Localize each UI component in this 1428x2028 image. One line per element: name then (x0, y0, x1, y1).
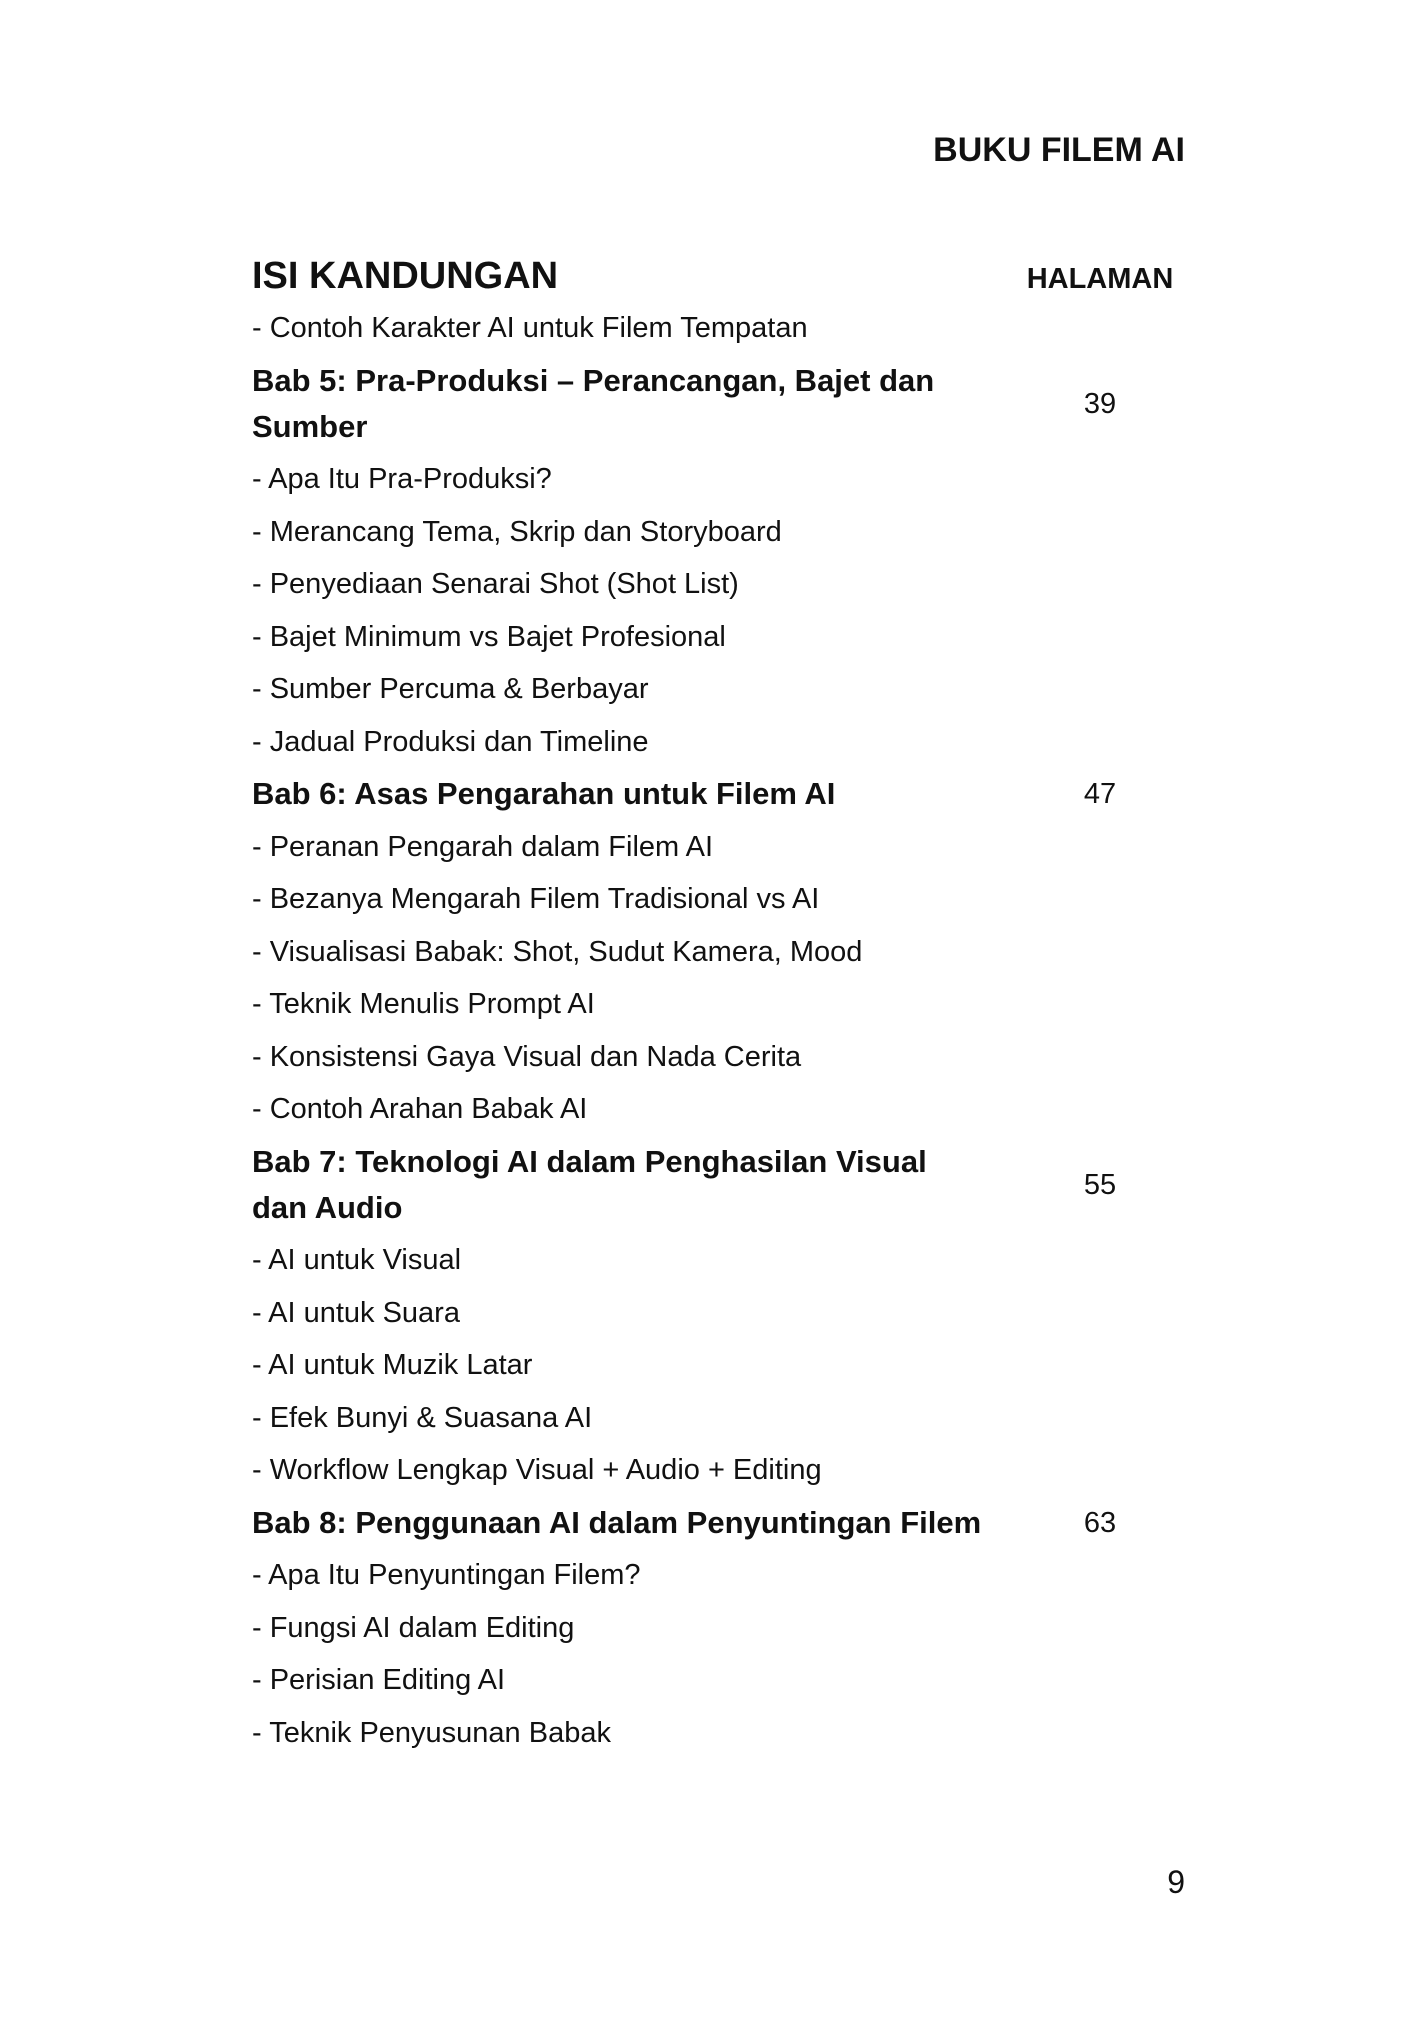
toc-entry-text: Bab 7: Teknologi AI dalam Penghasilan Visual dan Audio (252, 1143, 927, 1225)
toc-entry-text: - Teknik Penyusunan Babak (252, 1716, 611, 1749)
toc-entry-page-number: 39 (1083, 387, 1117, 420)
table-of-contents (252, 253, 1185, 1762)
toc-item-row (252, 456, 1185, 502)
toc-entry-text: - Merancang Tema, Skrip dan Storyboard (252, 515, 782, 548)
toc-entry-text: - AI untuk Suara (252, 1296, 460, 1329)
toc-entry-text: - Apa Itu Pra-Produksi? (252, 463, 552, 495)
toc-item-row (252, 824, 1185, 870)
toc-item-row (252, 1605, 1185, 1651)
book-title: BUKU FILEM AI (933, 131, 1185, 169)
toc-chapter-row (252, 1500, 1185, 1546)
toc-entry-text: - AI untuk Visual (252, 1244, 462, 1276)
toc-entry-text: - Peranan Pengarah dalam Filem AI (252, 830, 714, 863)
toc-chapter-row (252, 358, 1185, 450)
toc-entry-text: - Bajet Minimum vs Bajet Profesional (252, 620, 726, 653)
toc-item-row (252, 1034, 1185, 1080)
toc-item-row (252, 614, 1185, 660)
toc-list (252, 305, 1185, 1756)
toc-item-row (252, 1710, 1185, 1756)
toc-header (252, 253, 1185, 299)
toc-entry-text: - Apa Itu Penyuntingan Filem? (252, 1559, 641, 1591)
toc-entry-text: - Fungsi AI dalam Editing (252, 1611, 575, 1644)
toc-item-row (252, 1552, 1185, 1598)
toc-entry-text: - Teknik Menulis Prompt AI (252, 988, 595, 1020)
toc-entry-text: Bab 5: Pra-Produksi – Perancangan, Bajet dan Sumber (252, 362, 935, 444)
toc-chapter-row (252, 771, 1185, 817)
toc-chapter-row (252, 1139, 1185, 1231)
toc-item-row (252, 509, 1185, 555)
toc-item-row (252, 561, 1185, 607)
toc-page-column-header: HALAMAN (1026, 263, 1174, 295)
page-number: 9 (1167, 1864, 1185, 1900)
toc-entry-text: - Sumber Percuma & Berbayar (252, 673, 649, 705)
toc-item-row (252, 666, 1185, 712)
toc-item-row (252, 929, 1185, 975)
toc-item-row (252, 1290, 1185, 1336)
toc-entry-text: - Penyediaan Senarai Shot (Shot List) (252, 568, 739, 600)
toc-item-row (252, 719, 1185, 765)
toc-item-row (252, 981, 1185, 1027)
toc-item-row (252, 876, 1185, 922)
toc-entry-text: - Efek Bunyi & Suasana AI (252, 1401, 593, 1434)
toc-entry-page-number: 55 (1083, 1168, 1117, 1201)
toc-item-row (252, 1657, 1185, 1703)
toc-entry-text: - Bezanya Mengarah Filem Tradisional vs AI (252, 883, 820, 915)
toc-entry-text: - Visualisasi Babak: Shot, Sudut Kamera, Mood (252, 935, 863, 968)
toc-item-row (252, 1447, 1185, 1493)
toc-item-row (252, 1237, 1185, 1283)
toc-entry-page-number: 63 (1083, 1506, 1117, 1539)
toc-entry-text: - Contoh Arahan Babak AI (252, 1093, 588, 1125)
toc-entry-text: - Contoh Karakter AI untuk Filem Tempatan (252, 312, 808, 344)
toc-entry-text: Bab 8: Penggunaan AI dalam Penyuntingan Filem (252, 1504, 982, 1540)
toc-entry-text: - Workflow Lengkap Visual + Audio + Editing (252, 1454, 822, 1486)
toc-item-row (252, 305, 1185, 351)
toc-item-row (252, 1395, 1185, 1441)
toc-entry-text: - Jadual Produksi dan Timeline (252, 725, 649, 758)
toc-entry-text: - Konsistensi Gaya Visual dan Nada Cerita (252, 1040, 802, 1073)
toc-entry-text: - AI untuk Muzik Latar (252, 1349, 533, 1381)
toc-item-row (252, 1086, 1185, 1132)
toc-entry-text: Bab 6: Asas Pengarahan untuk Filem AI (252, 776, 836, 811)
toc-item-row (252, 1342, 1185, 1388)
toc-entry-page-number: 47 (1083, 778, 1117, 810)
toc-entry-text: - Perisian Editing AI (252, 1664, 506, 1696)
toc-title: ISI KANDUNGAN (252, 255, 559, 297)
